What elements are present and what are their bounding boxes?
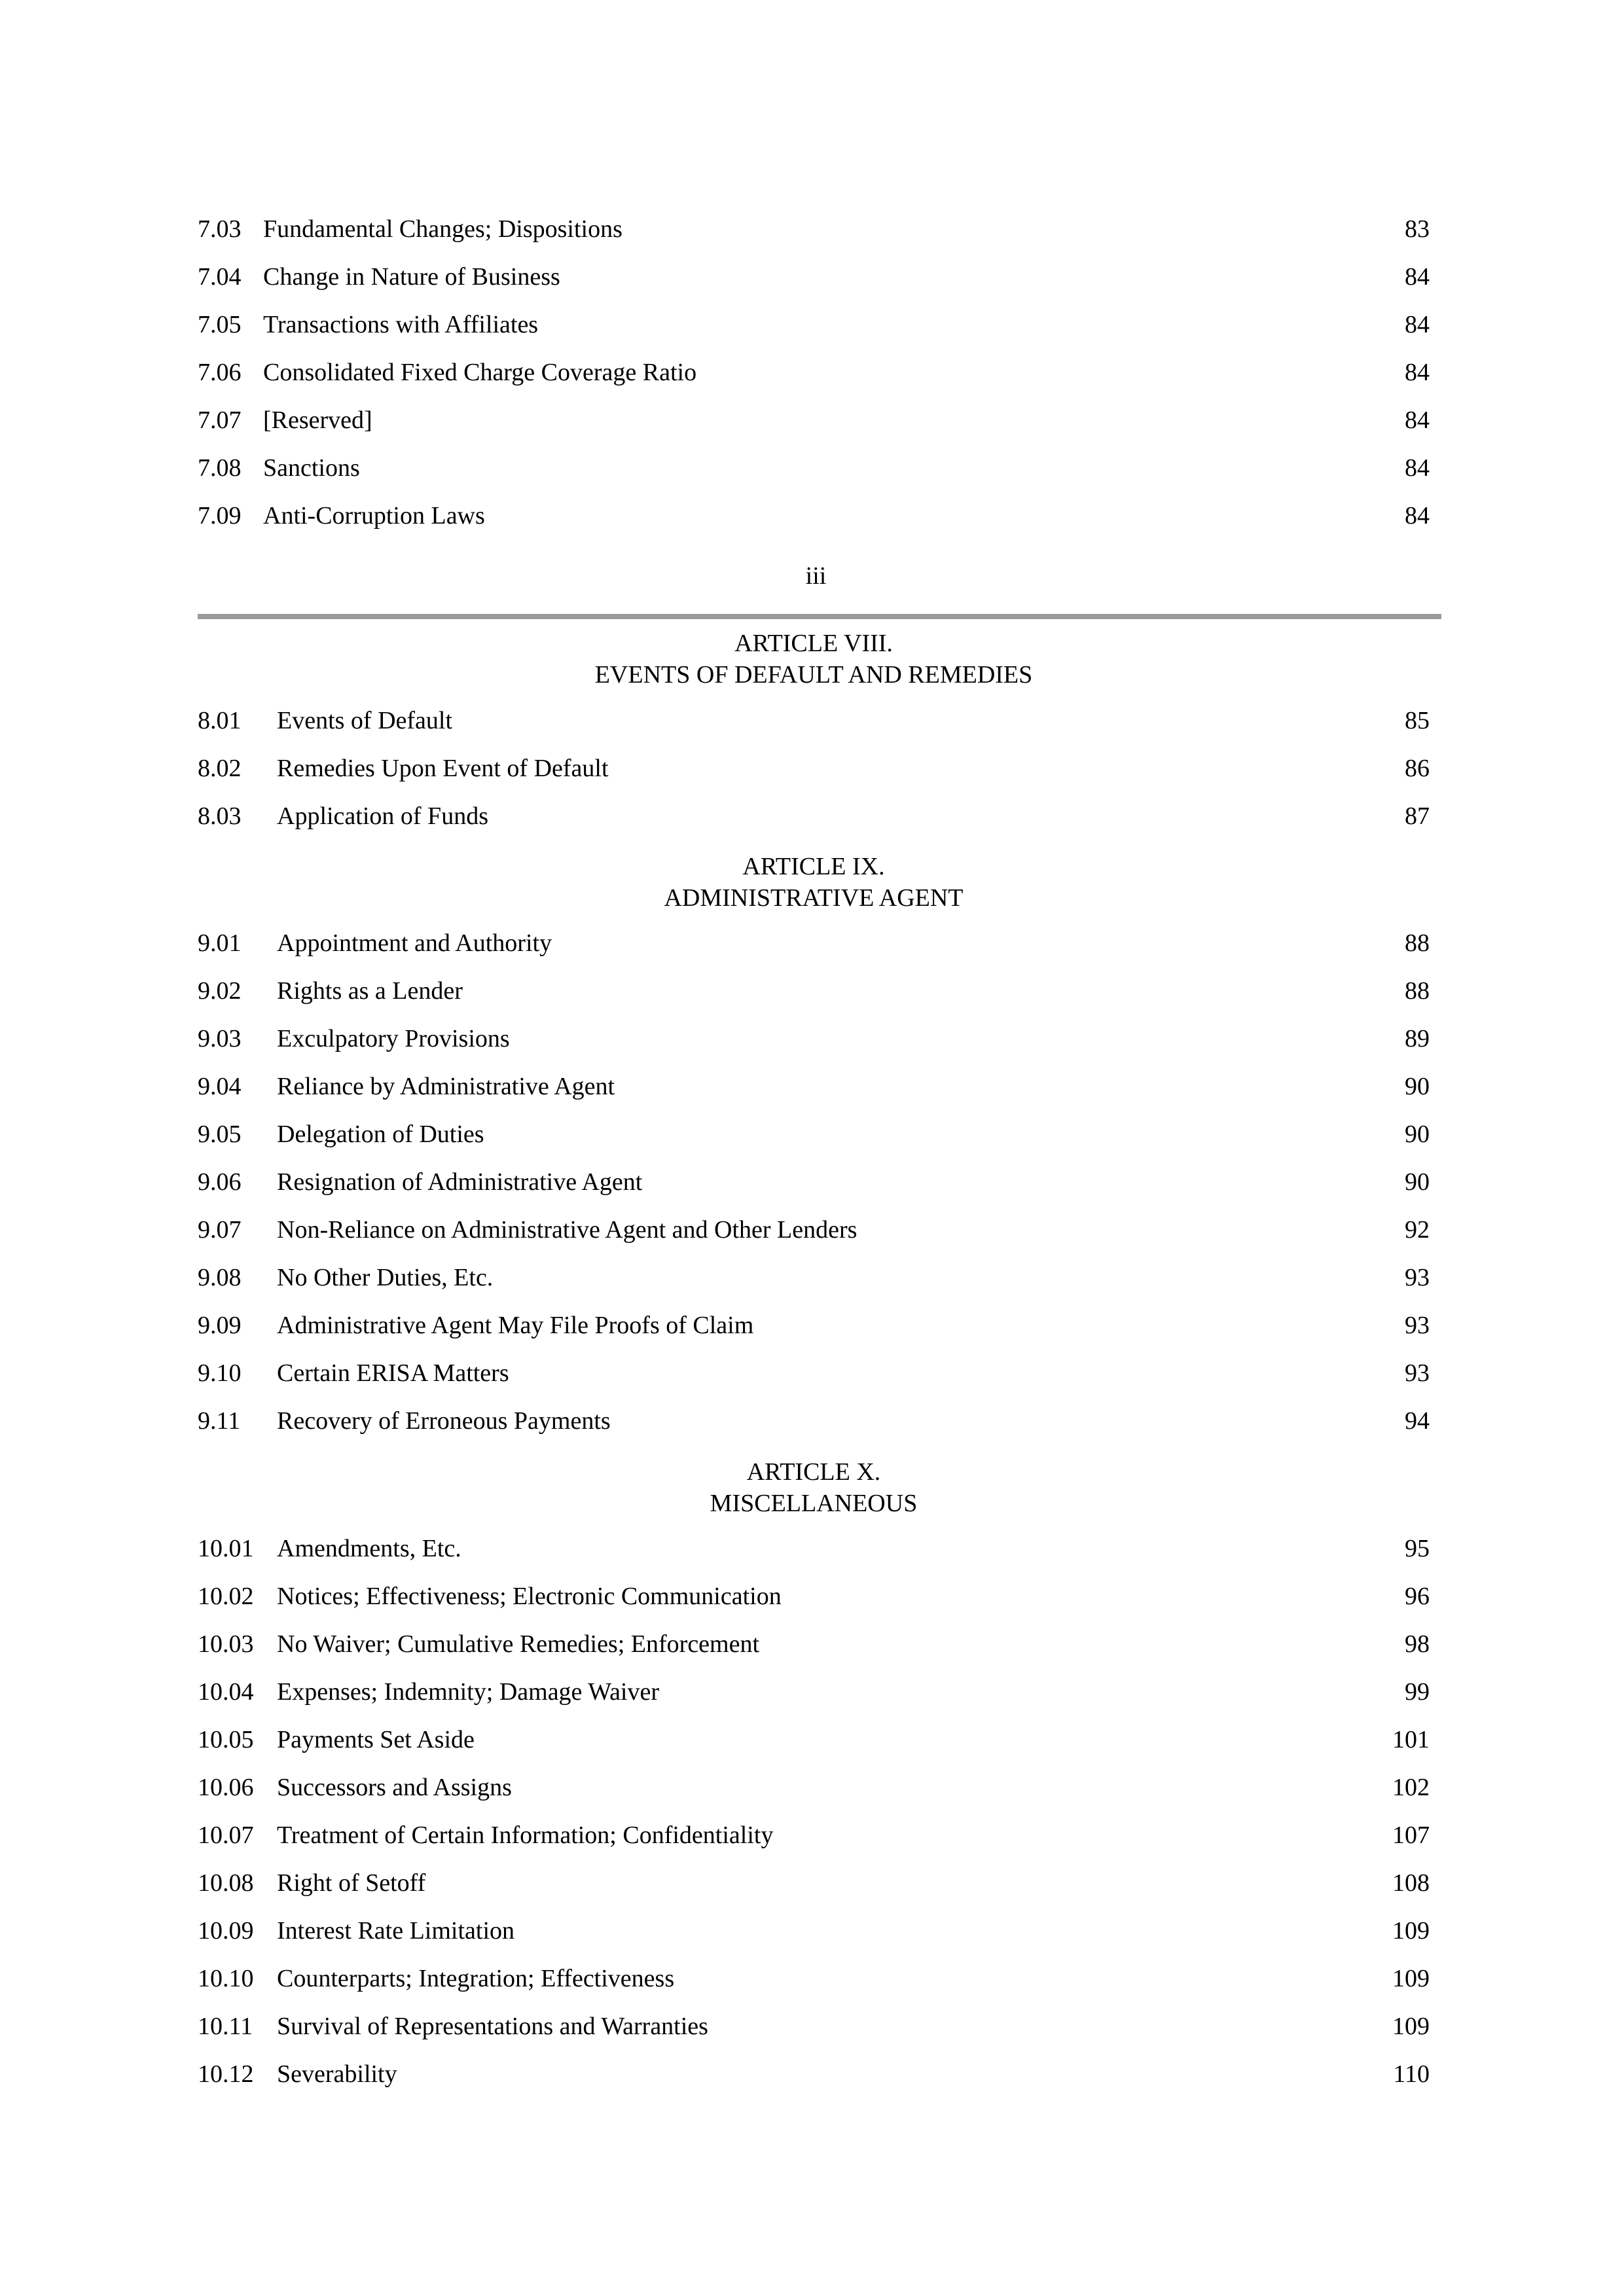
section-page: 90	[1405, 1121, 1430, 1148]
section-number: 9.03	[198, 1025, 242, 1052]
article-heading-x	[198, 1456, 1430, 1519]
toc-entry-10-07	[198, 1812, 1430, 1859]
article-title: ARTICLE VIII.	[734, 630, 893, 657]
toc-entry-10-12	[198, 2051, 1430, 2098]
section-page: 93	[1405, 1312, 1430, 1339]
section-title: Amendments, Etc.	[277, 1535, 461, 1562]
section-number: 8.01	[198, 707, 242, 734]
section-page: 99	[1405, 1678, 1430, 1706]
toc-entry-7-07	[198, 397, 1430, 444]
toc-entry-9-10	[198, 1350, 1430, 1397]
section-title: Administrative Agent May File Proofs of Claim	[277, 1312, 754, 1339]
toc-entry-9-08	[198, 1254, 1430, 1302]
section-page: 88	[1405, 977, 1430, 1005]
section-title: Fundamental Changes; Dispositions	[263, 215, 623, 243]
section-page: 95	[1405, 1535, 1430, 1562]
article-heading-viii	[198, 628, 1430, 691]
section-page: 107	[1392, 1821, 1430, 1849]
toc-entry-7-04	[198, 253, 1430, 301]
toc-entry-8-02	[198, 745, 1430, 793]
toc-entry-9-05	[198, 1111, 1430, 1158]
section-page: 84	[1405, 406, 1430, 434]
section-number: 7.09	[198, 502, 242, 529]
section-page: 84	[1405, 263, 1430, 291]
section-page: 86	[1405, 755, 1430, 782]
section-number: 8.03	[198, 802, 242, 830]
section-title: Appointment and Authority	[277, 929, 552, 957]
section-title: Right of Setoff	[277, 1869, 426, 1897]
section-page: 93	[1405, 1264, 1430, 1291]
section-title: Events of Default	[277, 707, 453, 734]
section-title: Sanctions	[263, 454, 360, 482]
section-title: Transactions with Affiliates	[263, 311, 539, 338]
section-page: 84	[1405, 311, 1430, 338]
section-page: 109	[1392, 2013, 1430, 2040]
toc-entry-9-01	[198, 920, 1430, 967]
section-page: 102	[1392, 1774, 1430, 1801]
toc-entry-10-10	[198, 1955, 1430, 2003]
section-title: Recovery of Erroneous Payments	[277, 1407, 611, 1435]
section-number: 7.08	[198, 454, 242, 482]
toc-entry-9-03	[198, 1015, 1430, 1063]
section-number: 10.03	[198, 1630, 254, 1658]
section-title: Certain ERISA Matters	[277, 1359, 509, 1387]
toc-entry-10-03	[198, 1621, 1430, 1668]
toc-entry-7-05	[198, 301, 1430, 349]
section-title: Application of Funds	[277, 802, 488, 830]
section-number: 10.07	[198, 1821, 254, 1849]
section-page: 109	[1392, 1965, 1430, 1992]
section-page: 101	[1392, 1726, 1430, 1753]
section-number: 10.04	[198, 1678, 254, 1706]
section-number: 8.02	[198, 755, 242, 782]
section-number: 9.08	[198, 1264, 242, 1291]
section-title: Rights as a Lender	[277, 977, 463, 1005]
article-title: ARTICLE IX.	[742, 853, 885, 880]
section-number: 9.01	[198, 929, 242, 957]
section-number: 10.09	[198, 1917, 254, 1945]
toc-entry-10-06	[198, 1764, 1430, 1812]
section-number: 10.05	[198, 1726, 254, 1753]
article-heading-ix	[198, 851, 1430, 914]
section-title: Notices; Effectiveness; Electronic Communication	[277, 1583, 782, 1610]
section-page: 93	[1405, 1359, 1430, 1387]
article-subtitle: EVENTS OF DEFAULT AND REMEDIES	[594, 661, 1033, 689]
toc-entry-9-09	[198, 1302, 1430, 1350]
section-title: Severability	[277, 2060, 397, 2088]
toc-entry-7-09	[198, 492, 1430, 540]
section-page: 92	[1405, 1216, 1430, 1244]
toc-entry-9-04	[198, 1063, 1430, 1111]
section-number: 9.10	[198, 1359, 242, 1387]
toc-entry-7-03	[198, 206, 1430, 253]
section-page: 89	[1405, 1025, 1430, 1052]
toc-entry-7-06	[198, 349, 1430, 397]
section-number: 7.07	[198, 406, 242, 434]
section-title: No Other Duties, Etc.	[277, 1264, 494, 1291]
article-subtitle: MISCELLANEOUS	[710, 1490, 918, 1517]
page-number: iii	[805, 562, 827, 590]
toc-entry-9-11	[198, 1397, 1430, 1445]
section-page: 90	[1405, 1073, 1430, 1100]
toc-entry-10-04	[198, 1668, 1430, 1716]
section-page: 88	[1405, 929, 1430, 957]
section-number: 10.12	[198, 2060, 254, 2088]
section-title: Remedies Upon Event of Default	[277, 755, 609, 782]
toc-entry-10-05	[198, 1716, 1430, 1764]
section-number: 7.04	[198, 263, 242, 291]
section-title: Delegation of Duties	[277, 1121, 484, 1148]
section-page: 84	[1405, 454, 1430, 482]
section-title: Successors and Assigns	[277, 1774, 512, 1801]
section-number: 10.11	[198, 2013, 253, 2040]
section-title: Counterparts; Integration; Effectiveness	[277, 1965, 675, 1992]
section-number: 9.07	[198, 1216, 242, 1244]
section-page: 96	[1405, 1583, 1430, 1610]
toc-entry-9-02	[198, 967, 1430, 1015]
section-number: 9.11	[198, 1407, 241, 1435]
toc-entry-10-09	[198, 1907, 1430, 1955]
section-number: 9.06	[198, 1168, 242, 1196]
section-number: 7.03	[198, 215, 242, 243]
section-title: No Waiver; Cumulative Remedies; Enforcement	[277, 1630, 760, 1658]
section-number: 10.10	[198, 1965, 254, 1992]
section-number: 7.05	[198, 311, 242, 338]
section-title: Consolidated Fixed Charge Coverage Ratio	[263, 359, 697, 386]
article-title: ARTICLE X.	[746, 1458, 881, 1486]
section-title: Resignation of Administrative Agent	[277, 1168, 643, 1196]
section-title: Non-Reliance on Administrative Agent and Other Lenders	[277, 1216, 857, 1244]
section-page: 85	[1405, 707, 1430, 734]
section-number: 10.01	[198, 1535, 254, 1562]
section-page: 94	[1405, 1407, 1430, 1435]
section-title: Treatment of Certain Information; Confidentiality	[277, 1821, 774, 1849]
section-page: 84	[1405, 502, 1430, 529]
toc-entry-8-03	[198, 793, 1430, 840]
section-number: 9.09	[198, 1312, 242, 1339]
section-page: 98	[1405, 1630, 1430, 1658]
section-title: Reliance by Administrative Agent	[277, 1073, 615, 1100]
toc-entry-10-08	[198, 1859, 1430, 1907]
section-page: 109	[1392, 1917, 1430, 1945]
section-number: 10.06	[198, 1774, 254, 1801]
section-number: 10.02	[198, 1583, 254, 1610]
section-title: Exculpatory Provisions	[277, 1025, 510, 1052]
toc-entry-10-01	[198, 1525, 1430, 1573]
section-number: 9.02	[198, 977, 242, 1005]
section-title: Anti-Corruption Laws	[263, 502, 485, 529]
section-title: Interest Rate Limitation	[277, 1917, 515, 1945]
toc-entry-9-07	[198, 1206, 1430, 1254]
section-page: 110	[1393, 2060, 1430, 2088]
section-title: Survival of Representations and Warranties	[277, 2013, 708, 2040]
toc-entry-7-08	[198, 444, 1430, 492]
toc-entry-9-06	[198, 1158, 1430, 1206]
section-page: 108	[1392, 1869, 1430, 1897]
section-title: Change in Nature of Business	[263, 263, 560, 291]
page-break-divider	[198, 614, 1441, 619]
section-page: 87	[1405, 802, 1430, 830]
toc-entry-8-01	[198, 697, 1430, 745]
section-number: 10.08	[198, 1869, 254, 1897]
toc-entry-10-02	[198, 1573, 1430, 1621]
section-title: [Reserved]	[263, 406, 372, 434]
article-subtitle: ADMINISTRATIVE AGENT	[664, 884, 964, 912]
section-title: Payments Set Aside	[277, 1726, 475, 1753]
section-title: Expenses; Indemnity; Damage Waiver	[277, 1678, 660, 1706]
section-number: 7.06	[198, 359, 242, 386]
section-page: 84	[1405, 359, 1430, 386]
section-number: 9.05	[198, 1121, 242, 1148]
section-number: 9.04	[198, 1073, 242, 1100]
toc-entry-10-11	[198, 2003, 1430, 2051]
section-page: 83	[1405, 215, 1430, 243]
section-page: 90	[1405, 1168, 1430, 1196]
